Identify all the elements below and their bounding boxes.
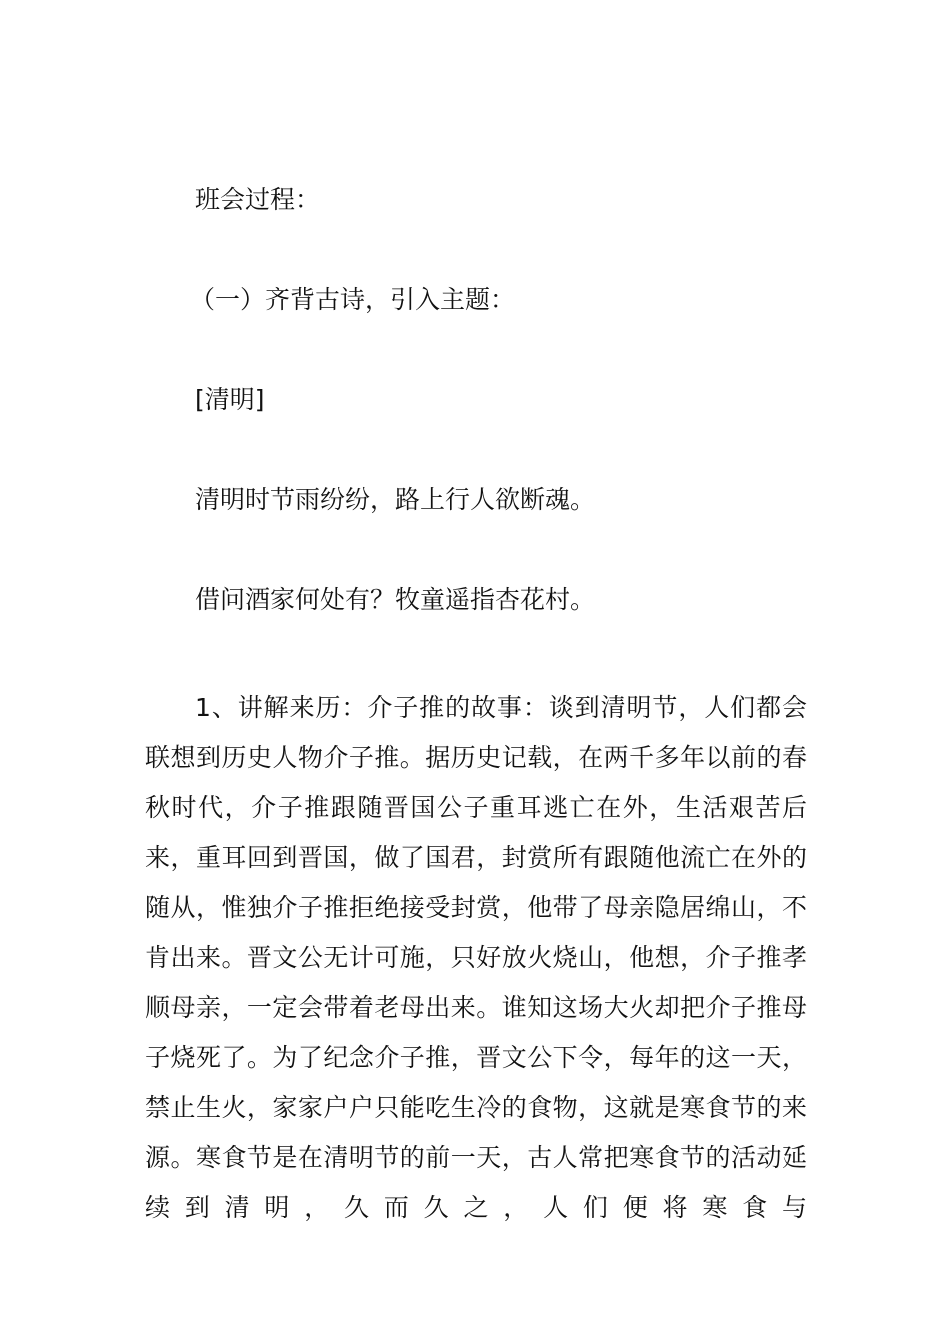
- poem-line-2: 借问酒家何处有？牧童遥指杏花村。: [195, 585, 596, 614]
- heading-class-meeting-process: 班会过程：: [195, 185, 321, 214]
- story-paragraph: 1、讲解来历：介子推的故事：谈到清明节，人们都会联想到历史人物介子推。据历史记载，在两千多年以前的春秋时代，介子推跟随晋国公子重耳逃亡在外，生活艰苦后来，重耳回到晋国，做了国君，封赏所有跟随他流亡在外的随从，惟独介子推拒绝接受封赏，他带了母亲隐居绵山，不肯出来。晋文公无计可施，只好放火烧山，他想，介子推孝顺母亲，一定会带着老母出来。谁知这场大火却把介子推母子烧死了。为了纪念介子推，晋文公下令，每年的这一天，禁止生火，家家户户只能吃生冷的食物，这就是寒食节的来源。寒食节是在清明节的前一天，古人常把寒食节的活动延续到清明，久而久之，人们便将寒食与: [145, 693, 807, 1222]
- section-title: （一）齐背古诗，引入主题：: [190, 285, 516, 314]
- poem-line-1: 清明时节雨纷纷，路上行人欲断魂。: [195, 485, 596, 514]
- poem-title: [清明]: [195, 385, 265, 414]
